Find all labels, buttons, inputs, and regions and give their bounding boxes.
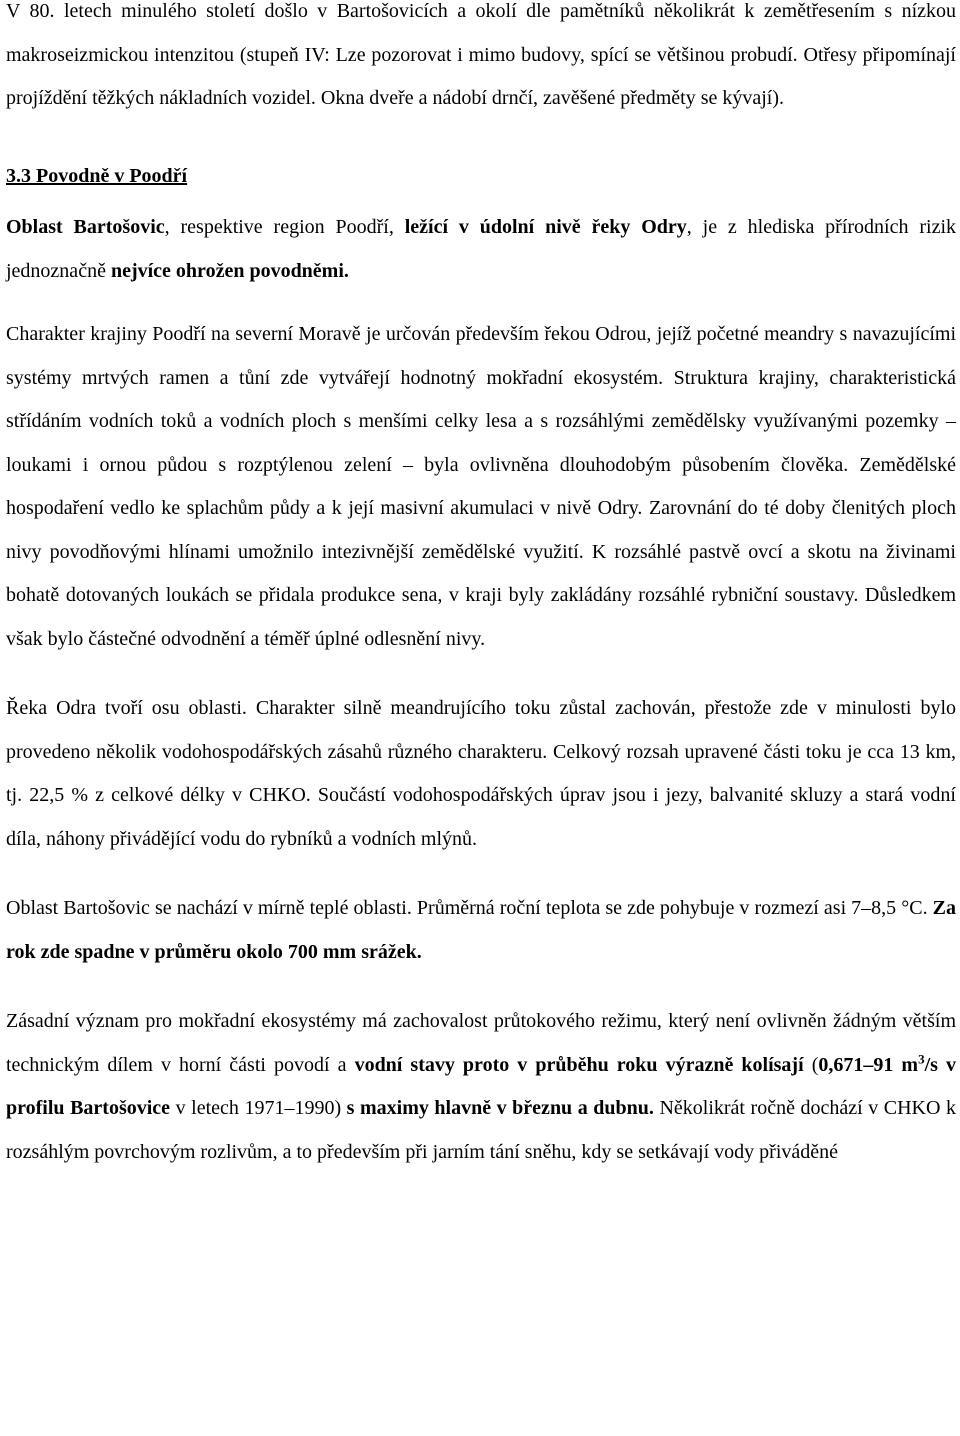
paragraph-flood-risk [6,206,956,293]
paragraph-text: Zásadní význam pro mokřadní ekosystémy má zachovalost průtokového režimu, který není ovlivněn žádným větším technickým dílem v horní části povodí a [6,1010,956,1076]
paragraph-landscape [6,313,956,661]
paragraph-text: ( [803,1053,819,1076]
bold-text: vodní stavy proto v průběhu roku výrazně kolísají [354,1053,804,1076]
bold-text: nejvíce ohrožen povodněmi. [110,259,349,282]
bold-text: 0,671–91 m [818,1053,919,1076]
superscript: 3 [918,1050,925,1066]
document-page [6,0,956,1174]
paragraph-text: , je z hlediska přírodních rizik jednoznačně [6,216,956,282]
section-heading [6,155,956,199]
bold-text: /s v profilu Bartošovice [6,1053,956,1119]
paragraph-water-regime [6,1000,956,1174]
bold-text: s maximy hlavně v březnu a dubnu. [346,1097,654,1119]
paragraph-text: , respektive region Poodří, [164,216,405,238]
paragraph-text: Několikrát ročně dochází v CHKO k rozsáhlým povrchovým rozlivům, a to především při jarním tání sněhu, kdy se setkávají vody přiváděné [6,1097,956,1163]
section-heading-text: 3.3 Povodně v Poodří [6,164,188,187]
paragraph-climate [6,887,956,974]
paragraph-text: Oblast Bartošovic se nachází v mírně teplé oblasti. Průměrná roční teplota se zde pohybuje v rozmezí asi 7–8,5 °C. [6,897,933,919]
paragraph-earthquakes [6,0,956,121]
bold-text: ležící v údolní nivě řeky Odry [404,216,687,238]
paragraph-text: Řeka Odra tvoří osu oblasti. Charakter silně meandrujícího toku zůstal zachován, přestože zde v minulosti bylo provedeno několik vodohospodářských zásahů různého charakteru. Celkový rozsah upravené části toku je cca 13 km, tj. 22,5 % z celkové délky v CHKO. Součástí vodohospodářských úprav jsou i jezy, balvanité skluzy a stará vodní díla, náhony přivádějící vodu do rybníků a vodních mlýnů. [6,697,956,850]
paragraph-text: v letech 1971–1990) [170,1097,347,1119]
bold-text: Oblast Bartošovic [6,216,165,238]
paragraph-text: Charakter krajiny Poodří na severní Moravě je určován především řekou Odrou, jejíž početné meandry s navazujícími systémy mrtvých ramen a tůní zde vytvářejí hodnotný mokřadní ekosystém. Struktura krajiny, charakteristická střídáním vodních toků a vodních ploch s menšími celky lesa a s rozsáhlými zemědělsky využívanými pozemky – loukami i ornou půdou s rozptýlenou zelení – byla ovlivněna dlouhodobým působením člověka. Zemědělské hospodaření vedlo ke splachům půdy a k její masivní akumulaci v nivě Odry. Zarovnání do té doby členitých ploch nivy povodňovými hlínami umožnilo intezivnější zemědělské využití. K rozsáhlé pastvě ovcí a skotu na živinami bohatě dotovaných loukách se přidala produkce sena, v kraji byly zakládány rozsáhlé rybniční soustavy. Důsledkem však bylo částečné odvodnění a téměř úplné odlesnění nivy. [6,323,956,650]
bold-text: Za rok zde spadne v průměru okolo 700 mm srážek. [6,897,956,963]
paragraph-text: V 80. letech minulého století došlo v Bartošovicích a okolí dle pamětníků několikrát k zemětřesením s nízkou makroseizmickou intenzitou (stupeň IV: Lze pozorovat i mimo budovy, spící se většinou probudí. Otřesy připomínají projíždění těžkých nákladních vozidel. Okna dveře a nádobí drnčí, zavěšené předměty se kývají). [6,0,956,109]
paragraph-odra-river [6,687,956,861]
